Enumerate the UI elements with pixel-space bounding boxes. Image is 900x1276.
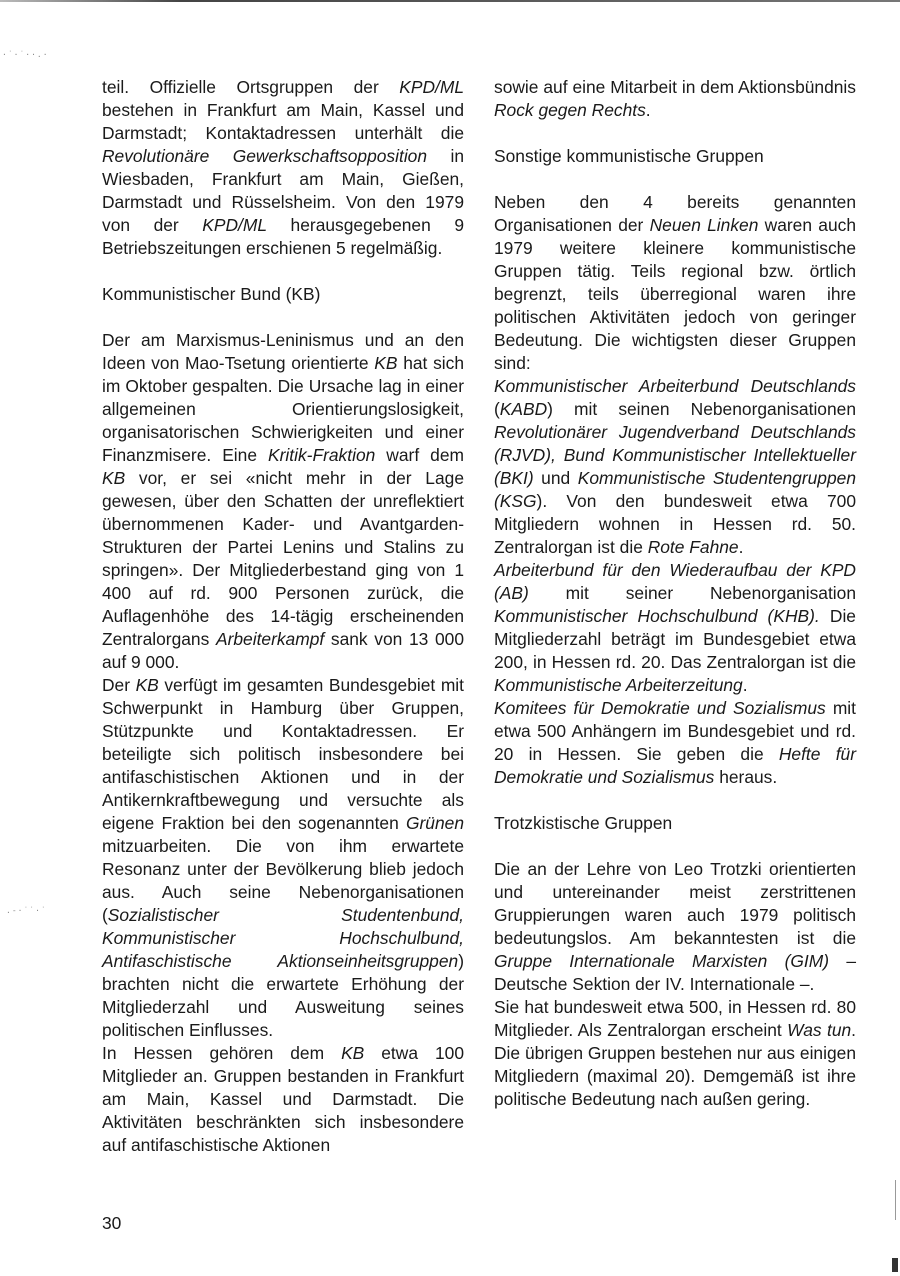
paragraph-kabd: Kommunistischer Arbeiterbund Deutschlands (KABD) mit seinen Nebenorganisationen Revolutionärer Jugendverband Deutschlands (RJVD), Bund Kommunistischer Intellektueller (BKI) und Kommunistische Studentengruppen (KSG). Von den bundesweit etwa 700 Mitgliedern wohnen in Hessen rd. 50. Zentralorgan ist die Rote Fahne.: [494, 376, 856, 557]
paragraph-kpdml-continuation: teil. Offizielle Ortsgruppen der KPD/ML bestehen in Frankfurt am Main, Kassel und Darmstadt; Kontaktadressen unterhält die Revolutionäre Gewerkschaftsopposition in Wiesbaden, Frankfurt am Main, Gießen, Darmstadt und Rüsselsheim. Von den 1979 von der KPD/ML herausgegebenen 9 Betriebszeitungen erschienen 5 regelmäßig.: [102, 77, 464, 258]
left-column: [102, 76, 464, 1157]
page-right-edge: [895, 1180, 896, 1220]
right-column: [494, 76, 856, 1111]
paragraph-komitees: Komitees für Demokratie und Sozialismus mit etwa 500 Anhängern im Bundesgebiet und rd. 20 in Hessen. Sie geben die Hefte für Demokratie und Sozialismus heraus.: [494, 698, 856, 787]
paragraph-sonstige-intro: Neben den 4 bereits genannten Organisationen der Neuen Linken waren auch 1979 weitere kleinere kommunistische Gruppen tätig. Teils regional bzw. örtlich begrenzt, teils überregional waren ihre politischen Aktivitäten jedoch von geringer Bedeutung. Die wichtigsten dieser Gruppen sind:: [494, 192, 856, 373]
paragraph-trotzki-intro: Die an der Lehre von Leo Trotzki orientierten und untereinander meist zerstrittenen Gruppierungen waren auch 1979 politisch bedeutungslos. Am bekanntesten ist die Gruppe Internationale Marxisten (GIM) – Deutsche Sektion der IV. Internationale –.: [494, 859, 856, 994]
page-top-edge: [0, 0, 900, 2]
paragraph-ab: Arbeiterbund für den Wiederaufbau der KPD (AB) mit seiner Nebenorganisation Kommunistischer Hochschulbund (KHB). Die Mitgliederzahl beträgt im Bundesgebiet etwa 200, in Hessen rd. 20. Das Zentralorgan ist die Kommunistische Arbeiterzeitung.: [494, 560, 856, 695]
paragraph-gim-details: Sie hat bundesweit etwa 500, in Hessen rd. 80 Mitglieder. Als Zentralorgan erscheint Was tun. Die übrigen Gruppen bestehen nur aus einigen Mitgliedern (maximal 20). Demgemäß ist ihre politische Bedeutung nach außen gering.: [494, 997, 857, 1109]
scan-mark: [892, 1258, 898, 1272]
scan-speck: .-·˙˙·˙: [6, 906, 47, 915]
paragraph-kb-split: Der am Marxismus-Leninismus und an den Ideen von Mao-Tsetung orientierte KB hat sich im Oktober gespalten. Die Ursache lag in einer allgemeinen Orientierungslosigkeit, organisatorischen Schwierigkeiten und einer Finanzmisere. Eine Kritik-Fraktion warf dem KB vor, er sei «nicht mehr in der Lage gewesen, über den Schatten der unreflektiert übernommenen Kader- und Avantgarden-Strukturen der Partei Lenins und Stalins zu springen». Der Mitgliederbestand ging von 1 400 auf rd. 900 Personen zurück, die Auflagenhöhe des 14-tägig erscheinenden Zentralorgans Arbeiterkampf sank von 13 000 auf 9 000.: [102, 330, 465, 672]
paragraph-kb-continuation: sowie auf eine Mitarbeit in dem Aktionsbündnis Rock gegen Rechts.: [494, 77, 856, 120]
section-heading-sonstige: Sonstige kommunistische Gruppen: [494, 146, 764, 166]
section-heading-kb: Kommunistischer Bund (KB): [102, 284, 321, 304]
section-heading-trotzki: Trotzkistische Gruppen: [494, 813, 673, 833]
page-number: 30: [102, 1213, 122, 1233]
paragraph-kb-activities: Der KB verfügt im gesamten Bundesgebiet mit Schwerpunkt in Hamburg über Gruppen, Stützpunkte und Kontaktadressen. Er beteiligte sich politisch insbesondere bei antifaschistischen Aktionen und in der Antikernkraftbewegung und versuchte als eigene Fraktion bei den sogenannten Grünen mitzuarbeiten. Die von ihm erwartete Resonanz unter der Bevölkerung blieb jedoch aus. Auch seine Nebenorganisationen (Sozialistischer Studentenbund, Kommunistischer Hochschulbund, Antifaschistische Aktionseinheitsgruppen) brachten nicht die erwartete Erhöhung der Mitgliederzahl und Ausweitung seines politischen Einflusses.: [102, 675, 464, 1040]
scan-speck: ·˙·˙··.·: [2, 50, 49, 59]
paragraph-kb-hessen: In Hessen gehören dem KB etwa 100 Mitglieder an. Gruppen bestanden in Frankfurt am Main, Kassel und Darmstadt. Die Aktivitäten beschränkten sich insbesondere auf antifaschistische Aktionen: [102, 1043, 464, 1155]
